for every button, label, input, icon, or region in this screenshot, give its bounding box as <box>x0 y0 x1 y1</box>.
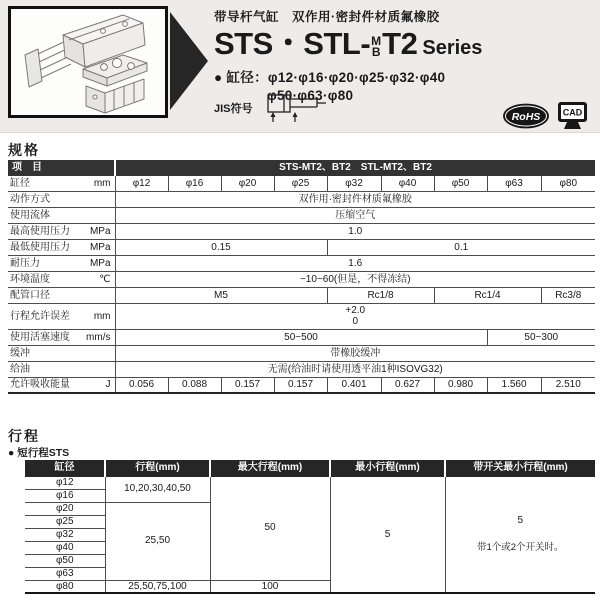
spec-row-fluid <box>8 207 595 223</box>
row-label: 动作方式 <box>8 191 115 207</box>
bore-cell: φ40 <box>25 541 105 554</box>
bore-cell: φ20 <box>25 502 105 515</box>
row-unit: ℃ <box>99 273 111 285</box>
row-unit: mm <box>93 310 111 322</box>
badges <box>502 101 588 135</box>
cad-badge-icon <box>557 101 588 135</box>
bore-cell: φ25 <box>25 515 105 528</box>
rohs-badge-icon <box>502 103 550 134</box>
title-prefix: STS・STL- <box>214 26 371 61</box>
title-stack-top: M <box>371 33 382 48</box>
energy-cell: 0.157 <box>274 377 327 393</box>
bore-cell: φ25 <box>274 175 327 191</box>
arrow-right-icon <box>170 12 208 110</box>
stroke-col-max: 最大行程(mm) <box>210 460 330 476</box>
switch-min-value: 5 <box>517 515 524 527</box>
value-cell <box>115 303 595 329</box>
value-cell: 0.15 <box>115 239 327 255</box>
row-label: 使用活塞速度 mm/s <box>8 329 115 345</box>
tolerance-top: +2.0 <box>345 305 366 316</box>
bore-cell: φ16 <box>25 489 105 502</box>
spec-table <box>8 160 595 394</box>
bore-sizes-line1: ● 缸径：φ12·φ16·φ20·φ25·φ32·φ40 <box>214 70 446 85</box>
tolerance-bottom: 0 <box>352 316 359 327</box>
spec-row-min-pressure <box>8 239 595 255</box>
row-label: 配管口径 <box>8 287 115 303</box>
title-stack-bottom: B <box>371 45 381 59</box>
spec-row-proof-pressure <box>8 255 595 271</box>
energy-cell: 0.088 <box>168 377 221 393</box>
switch-note: 带1个或2个开关时。 <box>476 541 564 553</box>
row-label: 给油 <box>8 361 115 377</box>
row-label: 缸径 mm <box>8 175 115 191</box>
row-unit: J <box>105 379 111 391</box>
energy-cell: 0.980 <box>434 377 487 393</box>
bore-cell: φ63 <box>487 175 541 191</box>
spec-row-lubrication <box>8 361 595 377</box>
stroke-subtitle: ● 短行程STS <box>8 447 70 459</box>
energy-cell: 2.510 <box>541 377 595 393</box>
stroke-col-bore: 缸径 <box>25 460 105 476</box>
stroke-col-min: 最小行程(mm) <box>330 460 445 476</box>
bore-cell: φ80 <box>25 580 105 593</box>
stroke-row <box>25 476 595 489</box>
row-unit: MPa <box>89 257 111 269</box>
min-stroke-cell: 5 <box>330 476 445 593</box>
spec-row-bore <box>8 175 595 191</box>
value-cell: 0.1 <box>327 239 595 255</box>
value-cell: 50~500 <box>115 329 487 345</box>
energy-cell: 1.560 <box>487 377 541 393</box>
spec-row-action <box>8 191 595 207</box>
row-label: 使用流体 <box>8 207 115 223</box>
max-stroke-cell: 100 <box>210 580 330 593</box>
stroke-values-cell: 25,50,75,100 <box>105 580 210 593</box>
value-cell: Rc3/8 <box>541 287 595 303</box>
value-cell: 1.6 <box>115 255 595 271</box>
product-photo-drawing <box>11 9 165 115</box>
energy-cell: 0.401 <box>327 377 381 393</box>
title-suffix: T2 <box>382 26 418 61</box>
row-label: 允许吸收能量 J <box>8 377 115 393</box>
bore-cell: φ50 <box>434 175 487 191</box>
title-mb-stack <box>371 33 382 59</box>
jis-cylinder-symbol-icon <box>267 94 329 129</box>
row-unit: mm <box>93 177 111 189</box>
value-cell: 无需(给油时请使用透平油1种ISOVG32) <box>115 361 595 377</box>
bore-cell: φ12 <box>115 175 168 191</box>
stroke-col-switch-min: 带开关最小行程(mm) <box>445 460 595 476</box>
title-series: Series <box>422 37 483 59</box>
energy-cell: 0.157 <box>221 377 274 393</box>
spec-header-item: 项 目 <box>8 160 115 175</box>
value-cell: M5 <box>115 287 327 303</box>
spec-row-piston-speed <box>8 329 595 345</box>
svg-text:RoHS: RoHS <box>511 110 541 123</box>
row-unit: MPa <box>89 225 111 237</box>
row-label: 缓冲 <box>8 345 115 361</box>
stroke-header-row <box>25 460 595 476</box>
switch-min-stroke-cell <box>445 476 595 593</box>
stroke-section-title: 行程 <box>8 428 40 444</box>
jis-label: JIS符号 <box>214 103 253 115</box>
stroke-values-cell: 25,50 <box>105 502 210 580</box>
row-label: 耐压力 MPa <box>8 255 115 271</box>
max-stroke-cell: 50 <box>210 476 330 580</box>
energy-cell: 0.627 <box>381 377 434 393</box>
bore-cell: φ32 <box>327 175 381 191</box>
bore-sizes-line2: φ50·φ63·φ80 <box>267 88 354 103</box>
stroke-table <box>25 460 595 594</box>
value-cell: Rc1/8 <box>327 287 434 303</box>
row-unit: mm/s <box>86 331 111 343</box>
spec-section-title: 规格 <box>8 142 40 158</box>
value-cell: 双作用·密封件材质氟橡胶 <box>115 191 595 207</box>
stroke-values-cell: 10,20,30,40,50 <box>105 476 210 502</box>
spec-row-port-size <box>8 287 595 303</box>
spec-header-row <box>8 160 595 175</box>
bore-cell: φ20 <box>221 175 274 191</box>
product-subtitle: 带导杆气缸 双作用·密封件材质氟橡胶 <box>214 10 440 24</box>
energy-cell: 0.056 <box>115 377 168 393</box>
row-label: 最低使用压力 MPa <box>8 239 115 255</box>
row-unit: MPa <box>89 241 111 253</box>
row-label: 最高使用压力 MPa <box>8 223 115 239</box>
spec-row-absorbed-energy <box>8 377 595 393</box>
svg-text:CAD: CAD <box>562 107 583 118</box>
row-label: 行程允许误差 mm <box>8 303 115 329</box>
row-label: 环境温度 ℃ <box>8 271 115 287</box>
spec-row-cushion <box>8 345 595 361</box>
bore-cell: φ16 <box>168 175 221 191</box>
product-title <box>214 28 482 59</box>
spec-header-series: STS-MT2、BT2 STL-MT2、BT2 <box>115 160 595 175</box>
bore-cell: φ40 <box>381 175 434 191</box>
bore-cell: φ80 <box>541 175 595 191</box>
value-cell: −10~60(但是，不得冻结) <box>115 271 595 287</box>
value-cell: 压缩空气 <box>115 207 595 223</box>
stroke-col-stroke: 行程(mm) <box>105 460 210 476</box>
value-cell: Rc1/4 <box>434 287 541 303</box>
spec-row-stroke-tolerance <box>8 303 595 329</box>
value-cell: 带橡胶缓冲 <box>115 345 595 361</box>
bore-cell: φ63 <box>25 567 105 580</box>
jis-symbol-row <box>214 94 329 129</box>
value-cell: 50~300 <box>487 329 595 345</box>
bore-cell: φ12 <box>25 476 105 489</box>
bore-cell: φ32 <box>25 528 105 541</box>
value-cell: 1.0 <box>115 223 595 239</box>
spec-row-ambient-temp <box>8 271 595 287</box>
bore-cell: φ50 <box>25 554 105 567</box>
spec-row-max-pressure <box>8 223 595 239</box>
header-text <box>214 7 482 103</box>
header-band <box>0 0 600 133</box>
product-photo <box>8 6 168 118</box>
